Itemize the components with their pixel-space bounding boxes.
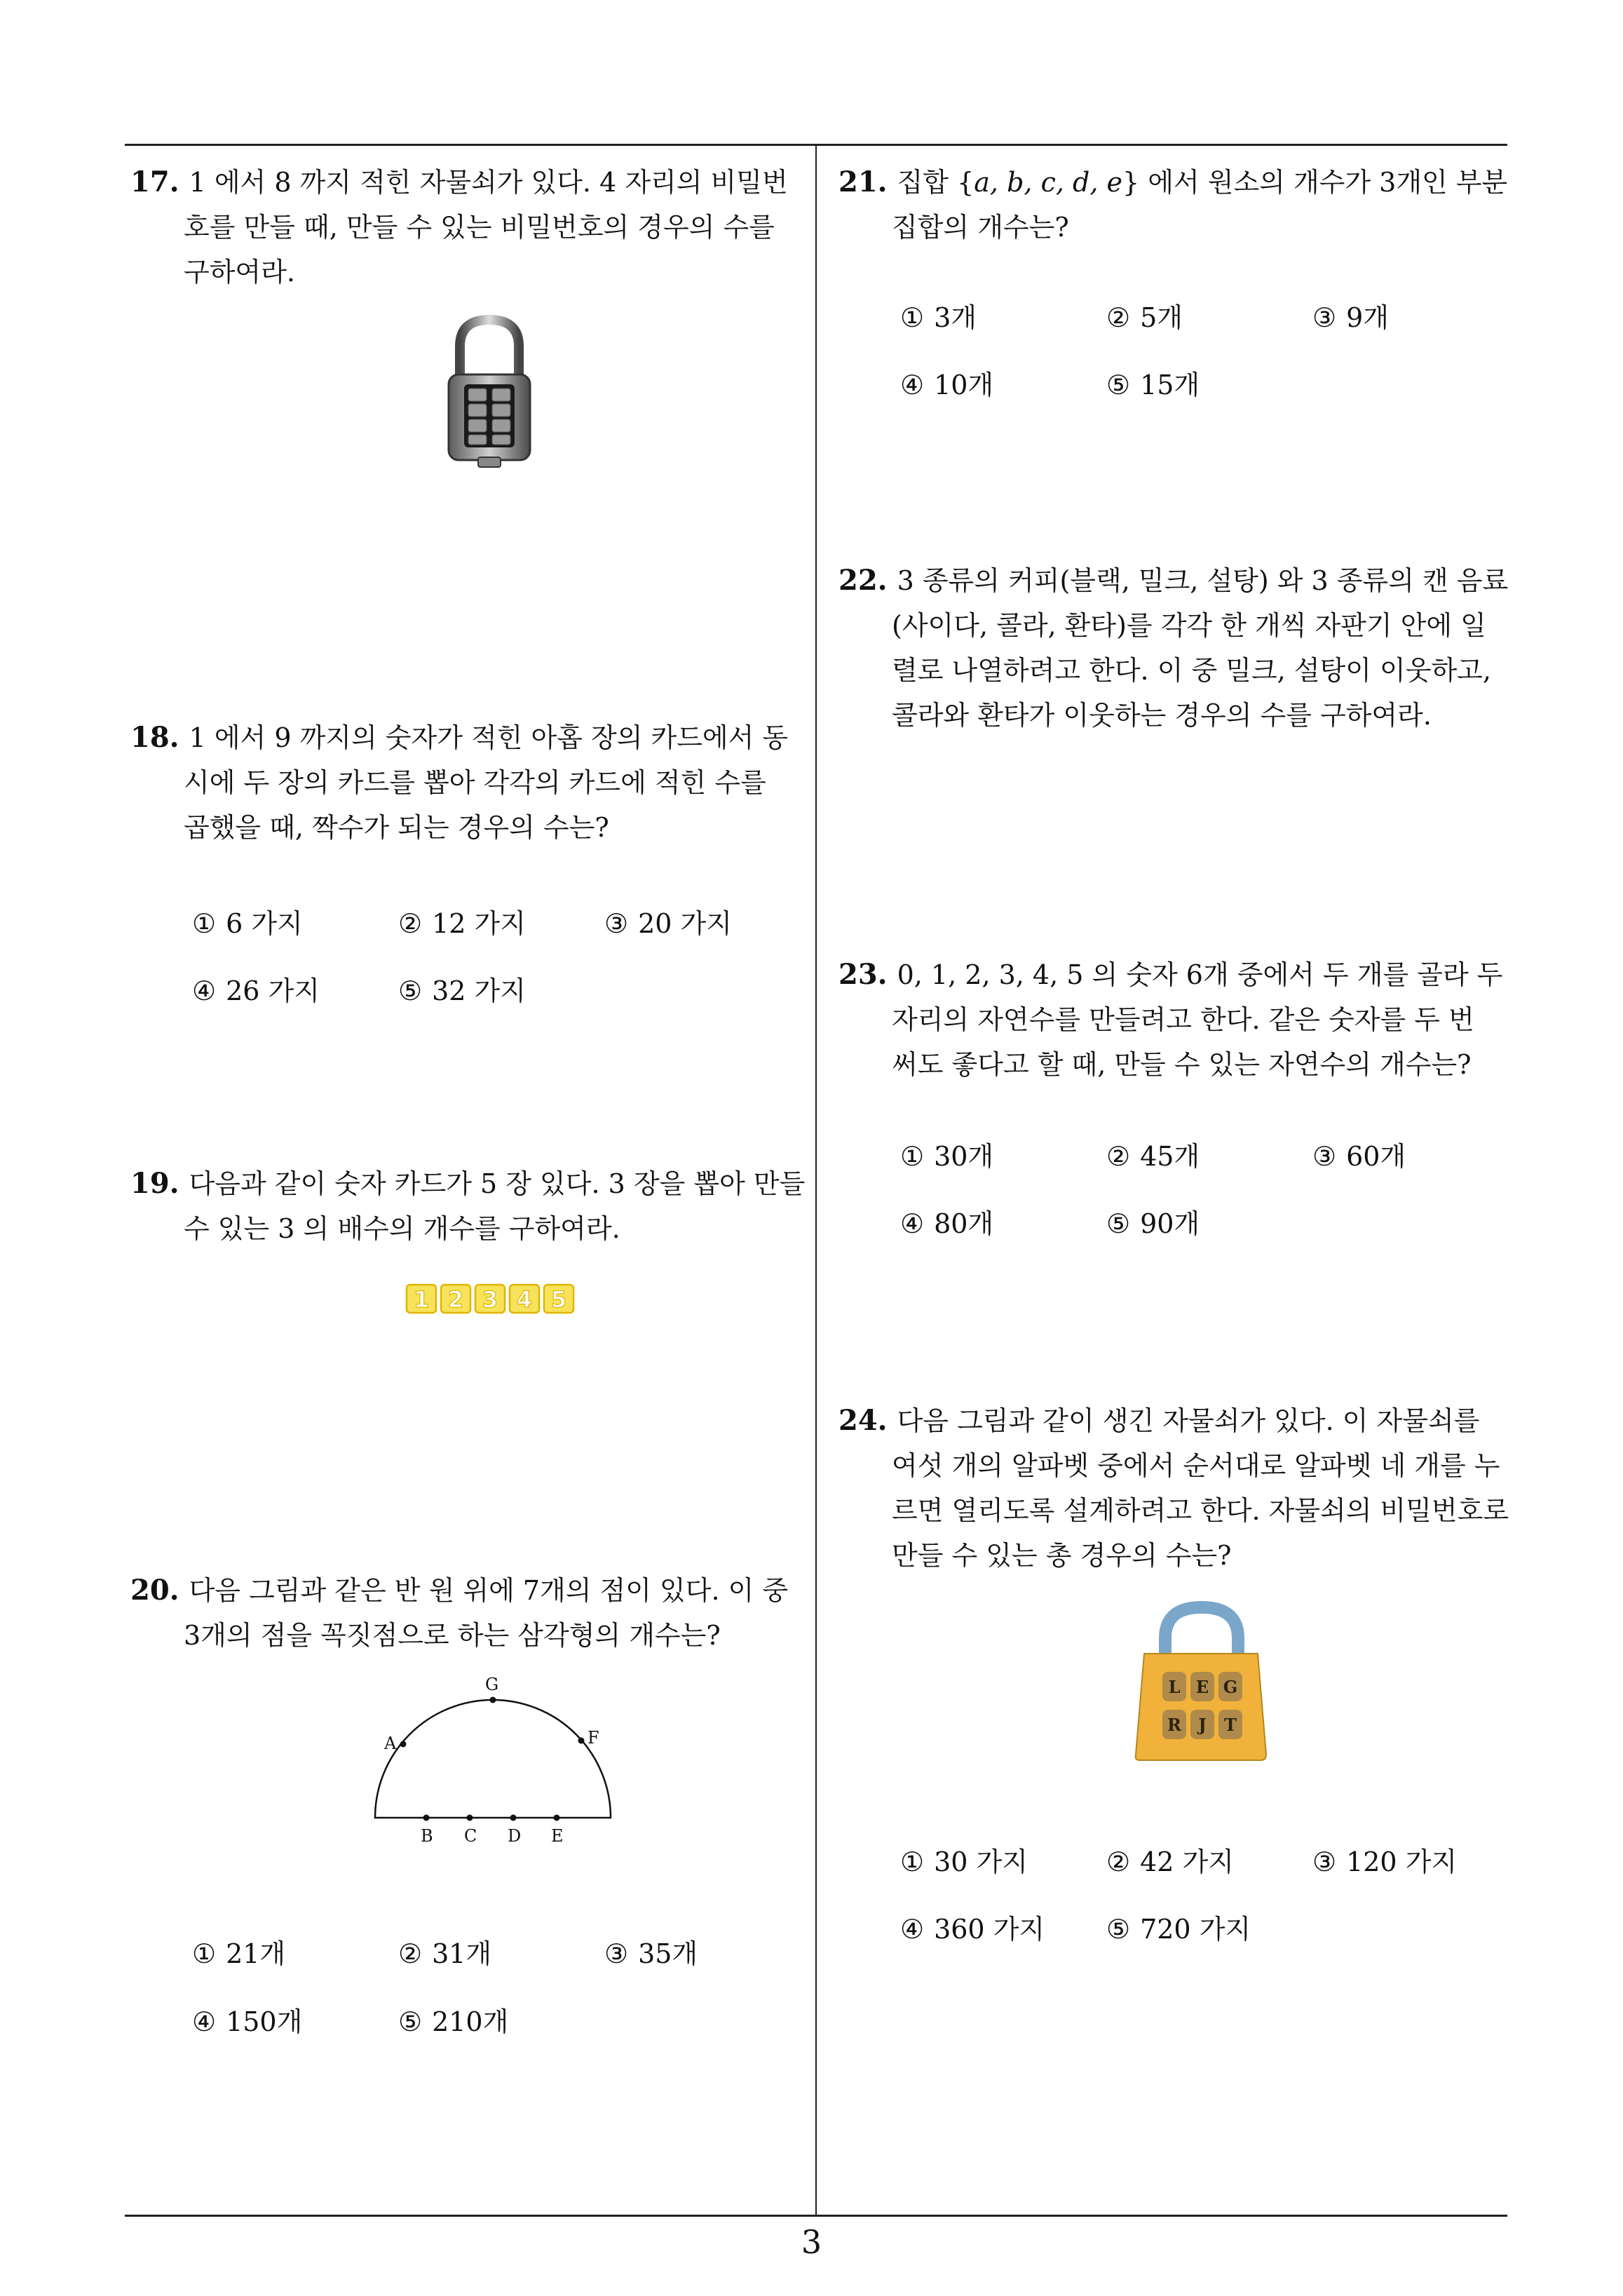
set-elements: a, b, c, d, e (974, 167, 1122, 198)
svg-text:3: 3 (482, 1286, 498, 1313)
question-17-line-1: 17. 1 에서 8 까지 적힌 자물쇠가 있다. 4 자리의 비밀번 (130, 166, 788, 198)
number-card-3 (475, 1285, 505, 1313)
question-19 (130, 1161, 806, 1251)
padlock-image (443, 314, 536, 470)
bottom-rule (125, 2215, 1507, 2217)
point-f (578, 1738, 585, 1744)
question-17-line-3: 구하여라. (184, 257, 295, 288)
question-21-number: 21. (838, 166, 888, 198)
lock-letter-j: J (1198, 1715, 1207, 1735)
choice-18-2[interactable]: ② 12 가지 (398, 908, 526, 939)
question-18 (130, 715, 803, 850)
question-23-line-3: 써도 좋다고 할 때, 만들 수 있는 자연수의 개수는? (892, 1049, 1472, 1080)
question-21-line-2: 집합의 개수는? (892, 212, 1069, 243)
question-24-line-3: 르면 열리도록 설계하려고 한다. 자물쇠의 비밀번호로 (892, 1495, 1509, 1526)
lock-letter-l: L (1168, 1677, 1181, 1697)
question-18-line-3: 곱했을 때, 짝수가 되는 경우의 수는? (184, 812, 609, 843)
question-20-number: 20. (130, 1574, 179, 1607)
svg-text:4: 4 (516, 1286, 533, 1313)
question-17-line-2: 호를 만들 때, 만들 수 있는 비밀번호의 경우의 수를 (184, 212, 775, 243)
svg-text:1: 1 (413, 1286, 430, 1313)
point-d (510, 1815, 517, 1821)
choice-20-4[interactable]: ④ 150개 (192, 2006, 303, 2037)
question-21 (838, 160, 1512, 250)
question-24-line-1: 24. 다음 그림과 같이 생긴 자물쇠가 있다. 이 자물쇠를 (838, 1404, 1480, 1437)
question-19-line-1: 19. 다음과 같이 숫자 카드가 5 장 있다. 3 장을 뽑아 만들 (130, 1167, 806, 1200)
question-23 (838, 952, 1512, 1087)
choice-18-5[interactable]: ⑤ 32 가지 (398, 975, 526, 1006)
label-c: C (464, 1826, 477, 1846)
choice-18-4[interactable]: ④ 26 가지 (192, 975, 320, 1006)
label-b: B (421, 1826, 433, 1846)
label-a: A (384, 1734, 397, 1753)
question-23-number: 23. (838, 958, 888, 991)
point-g (490, 1697, 496, 1703)
question-22 (838, 558, 1512, 738)
choice-24-2[interactable]: ② 42 가지 (1106, 1846, 1234, 1877)
lock-letter-r: R (1167, 1715, 1181, 1735)
choice-24-3[interactable]: ③ 120 가지 (1312, 1846, 1458, 1877)
question-17 (130, 160, 803, 295)
choice-24-4[interactable]: ④ 360 가지 (900, 1914, 1045, 1945)
question-23-line-1: 23. 0, 1, 2, 3, 4, 5 의 숫자 6개 중에서 두 개를 골라 두 (838, 958, 1503, 991)
choice-21-3[interactable]: ③ 9개 (1312, 302, 1389, 333)
number-cards-image (405, 1282, 580, 1316)
question-22-number: 22. (838, 564, 888, 597)
question-22-line-4: 콜라와 환타가 이웃하는 경우의 수를 구하여라. (892, 700, 1432, 731)
semicircle-shape (375, 1700, 611, 1818)
choice-20-2[interactable]: ② 31개 (398, 1938, 492, 1969)
point-b (423, 1815, 430, 1821)
letter-lock-image (1130, 1598, 1273, 1771)
label-e: E (551, 1826, 564, 1846)
choice-20-5[interactable]: ⑤ 210개 (398, 2006, 509, 2037)
lock-letter-t: T (1224, 1715, 1237, 1735)
question-24-line-4: 만들 수 있는 총 경우의 수는? (892, 1540, 1232, 1571)
question-20 (130, 1568, 803, 1658)
question-24 (838, 1398, 1512, 1578)
point-e (554, 1815, 560, 1821)
question-17-number: 17. (130, 166, 179, 198)
point-c (467, 1815, 473, 1821)
label-f: F (588, 1728, 599, 1748)
number-card-1 (407, 1285, 436, 1313)
question-20-line-1: 20. 다음 그림과 같은 반 원 위에 7개의 점이 있다. 이 중 (130, 1574, 789, 1607)
choice-21-4[interactable]: ④ 10개 (900, 370, 994, 400)
page-number: 3 (801, 2223, 822, 2261)
question-22-line-3: 렬로 나열하려고 한다. 이 중 밀크, 설탕이 이웃하고, (892, 655, 1491, 686)
question-20-line-2: 3개의 점을 꼭짓점으로 하는 삼각형의 개수는? (184, 1620, 721, 1651)
choice-20-1[interactable]: ① 21개 (192, 1938, 286, 1969)
semicircle-diagram (365, 1670, 624, 1853)
question-22-line-1: 22. 3 종류의 커피(블랙, 밀크, 설탕) 와 3 종류의 캔 음료 (838, 564, 1509, 597)
lock-letter-e: E (1195, 1677, 1209, 1697)
question-23-line-2: 자리의 자연수를 만들려고 한다. 같은 숫자를 두 번 (892, 1004, 1474, 1035)
choice-18-3[interactable]: ③ 20 가지 (604, 908, 732, 939)
choice-23-5[interactable]: ⑤ 90개 (1106, 1208, 1200, 1239)
choice-23-4[interactable]: ④ 80개 (900, 1208, 994, 1239)
question-18-number: 18. (130, 721, 179, 754)
label-g: G (485, 1675, 499, 1694)
choice-21-2[interactable]: ② 5개 (1106, 302, 1183, 333)
choice-24-1[interactable]: ① 30 가지 (900, 1846, 1028, 1877)
point-a (400, 1741, 407, 1748)
question-22-line-2: (사이다, 콜라, 환타)를 각각 한 개씩 자판기 안에 일 (892, 610, 1486, 641)
choice-20-3[interactable]: ③ 35개 (604, 1938, 698, 1969)
question-19-line-2: 수 있는 3 의 배수의 개수를 구하여라. (184, 1213, 620, 1244)
question-21-line-1: 21. 집합 {a, b, c, d, e} 에서 원소의 개수가 3개인 부분 (838, 166, 1508, 198)
choice-18-1[interactable]: ① 6 가지 (192, 908, 303, 939)
number-card-5 (544, 1285, 573, 1313)
question-24-number: 24. (838, 1404, 888, 1437)
choice-21-5[interactable]: ⑤ 15개 (1106, 370, 1200, 400)
svg-text:2: 2 (447, 1286, 464, 1313)
choice-24-5[interactable]: ⑤ 720 가지 (1106, 1914, 1251, 1945)
question-24-line-2: 여섯 개의 알파벳 중에서 순서대로 알파벳 네 개를 누 (892, 1450, 1500, 1481)
number-card-4 (510, 1285, 539, 1313)
choice-23-1[interactable]: ① 30개 (900, 1141, 994, 1172)
label-d: D (508, 1826, 522, 1846)
lock-letter-g: G (1223, 1677, 1238, 1697)
question-18-line-2: 시에 두 장의 카드를 뽑아 각각의 카드에 적힌 수를 (184, 767, 766, 798)
column-divider (815, 144, 817, 2215)
choice-23-2[interactable]: ② 45개 (1106, 1141, 1200, 1172)
number-card-2 (441, 1285, 470, 1313)
svg-text:5: 5 (550, 1286, 567, 1313)
question-19-number: 19. (130, 1167, 179, 1200)
choice-21-1[interactable]: ① 3개 (900, 302, 977, 333)
choice-23-3[interactable]: ③ 60개 (1312, 1141, 1406, 1172)
question-18-line-1: 18. 1 에서 9 까지의 숫자가 적힌 아홉 장의 카드에서 동 (130, 721, 789, 754)
